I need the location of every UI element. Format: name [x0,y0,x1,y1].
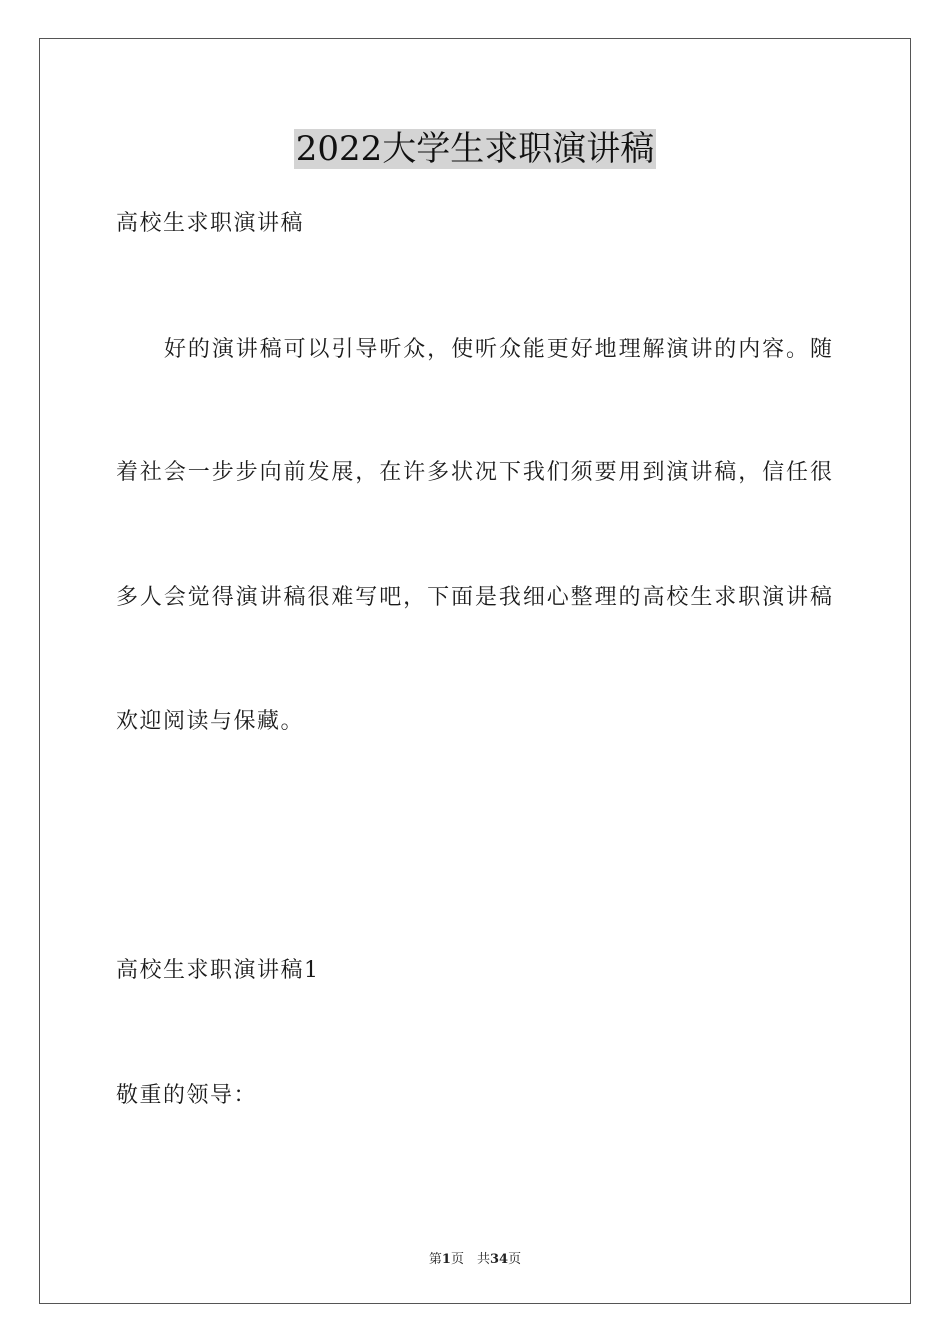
intro-line-2: 着社会一步步向前发展，在许多状况下我们须要用到演讲稿，信任很 [116,460,832,485]
intro-line-3: 多人会觉得演讲稿很难写吧，下面是我细心整理的高校生求职演讲稿 [116,585,832,610]
intro-line-4: 欢迎阅读与保藏。 [116,709,305,734]
page-footer [0,1248,950,1267]
salutation: 敬重的领导： [116,1083,258,1108]
footer-page-total: 34 [489,1252,509,1267]
section-heading: 高校生求职演讲稿1 [116,958,320,983]
footer-page-mid: 页 共 [450,1252,490,1267]
footer-page-prefix: 第 [428,1252,442,1267]
intro-line-1: 好的演讲稿可以引导听众，使听众能更好地理解演讲的内容。随 [164,337,832,362]
document-title: 2022大学生求职演讲稿 [295,129,655,169]
document-subtitle: 高校生求职演讲稿 [116,211,305,236]
document-title-wrap [0,128,950,170]
footer-page-current: 1 [441,1252,451,1267]
footer-page-suffix: 页 [508,1252,522,1267]
